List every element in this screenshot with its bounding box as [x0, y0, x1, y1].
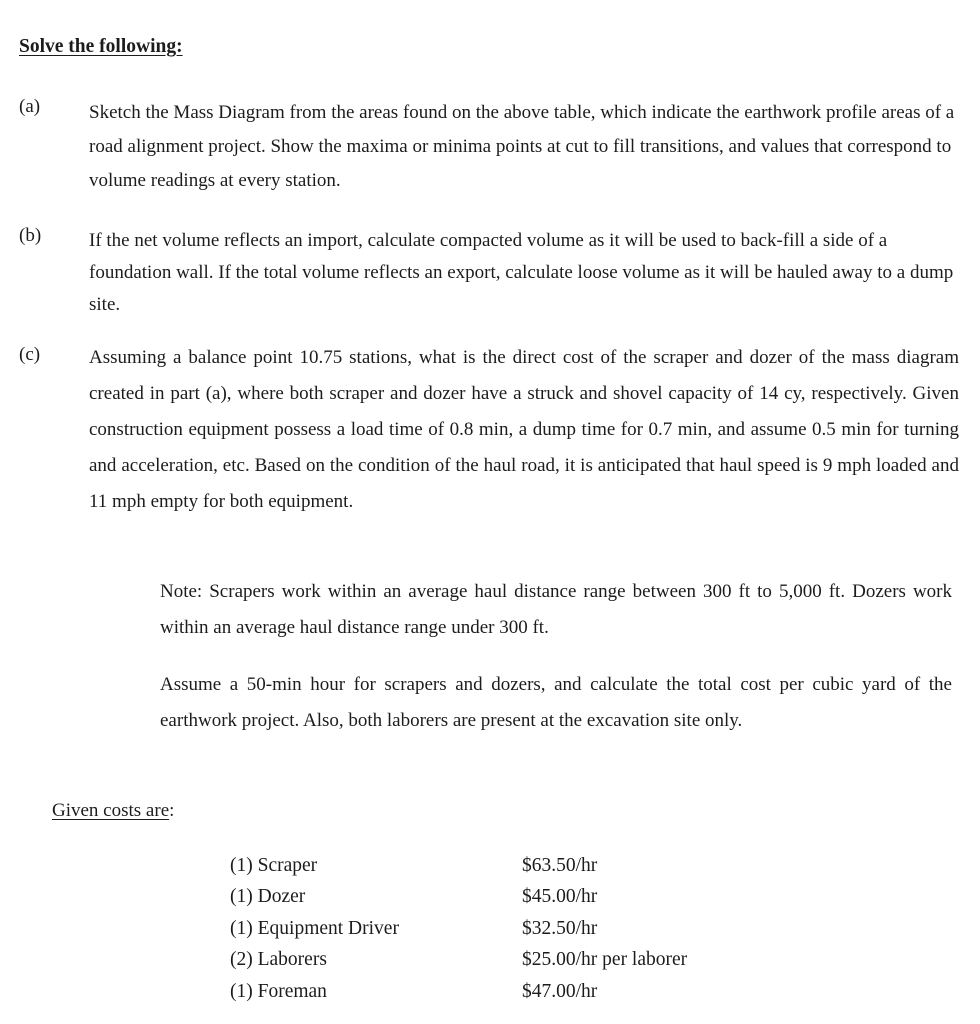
cost-item: (1) Equipment Driver: [230, 917, 399, 939]
given-costs-colon: :: [169, 800, 175, 821]
table-row: [230, 882, 687, 914]
cost-item: (1) Scraper: [230, 854, 318, 876]
given-costs-label: Given costs are: [52, 800, 170, 821]
cost-value: $45.00/hr: [522, 886, 598, 908]
part-text: If the net volume reflects an import, calculate compacted volume as it will be used to back-fill a side of a foundation wall. If the total volume reflects an export, calculate loose volume as it will be hauled away to a dump site.: [89, 230, 954, 315]
cost-value: $63.50/hr: [522, 854, 598, 876]
cost-value: $32.50/hr: [522, 917, 598, 939]
cost-value: $25.00/hr per laborer: [522, 949, 688, 971]
cost-table: [230, 850, 687, 1008]
part-label: (a): [19, 96, 41, 117]
part-label: (c): [19, 344, 41, 365]
cost-item: (1) Dozer: [230, 886, 306, 908]
table-row: [230, 976, 687, 1008]
cost-value: $47.00/hr: [522, 980, 598, 1002]
cost-item: (1) Foreman: [230, 980, 327, 1002]
part-text: Assuming a balance point 10.75 stations, what is the direct cost of the scraper and dozer of the mass diagram created in part (a), where both scraper and dozer have a struck and shovel capacity of 14 cy, respectively. Given construction equipment possess a load time of 0.8 min, a dump time for 0.7 min, and assume 0.5 min for turning and acceleration, etc. Based on the condition of the haul road, it is anticipated that haul speed is 9 mph loaded and 11 mph empty for both equipment.: [89, 347, 959, 512]
given-costs-heading: [52, 800, 174, 822]
page-heading: Solve the following:: [19, 36, 183, 57]
table-row: [230, 913, 687, 945]
note-assumptions: Assume a 50-min hour for scrapers and dozers, and calculate the total cost per cubic yard of the earthwork project. Also, both laborers are present at the excavation site only.: [160, 674, 952, 731]
table-row: [230, 850, 687, 882]
part-text: Sketch the Mass Diagram from the areas found on the above table, which indicate the earthwork profile areas of a road alignment project. Show the maxima or minima points at cut to fill transitions, and values that correspond to volume readings at every station.: [89, 102, 955, 191]
table-row: [230, 945, 687, 977]
cost-item: (2) Laborers: [230, 949, 327, 971]
part-label: (b): [19, 225, 42, 246]
note-haul-distance: Note: Scrapers work within an average haul distance range between 300 ft to 5,000 ft. Dozers work within an average haul distance range under 300 ft.: [160, 581, 952, 638]
